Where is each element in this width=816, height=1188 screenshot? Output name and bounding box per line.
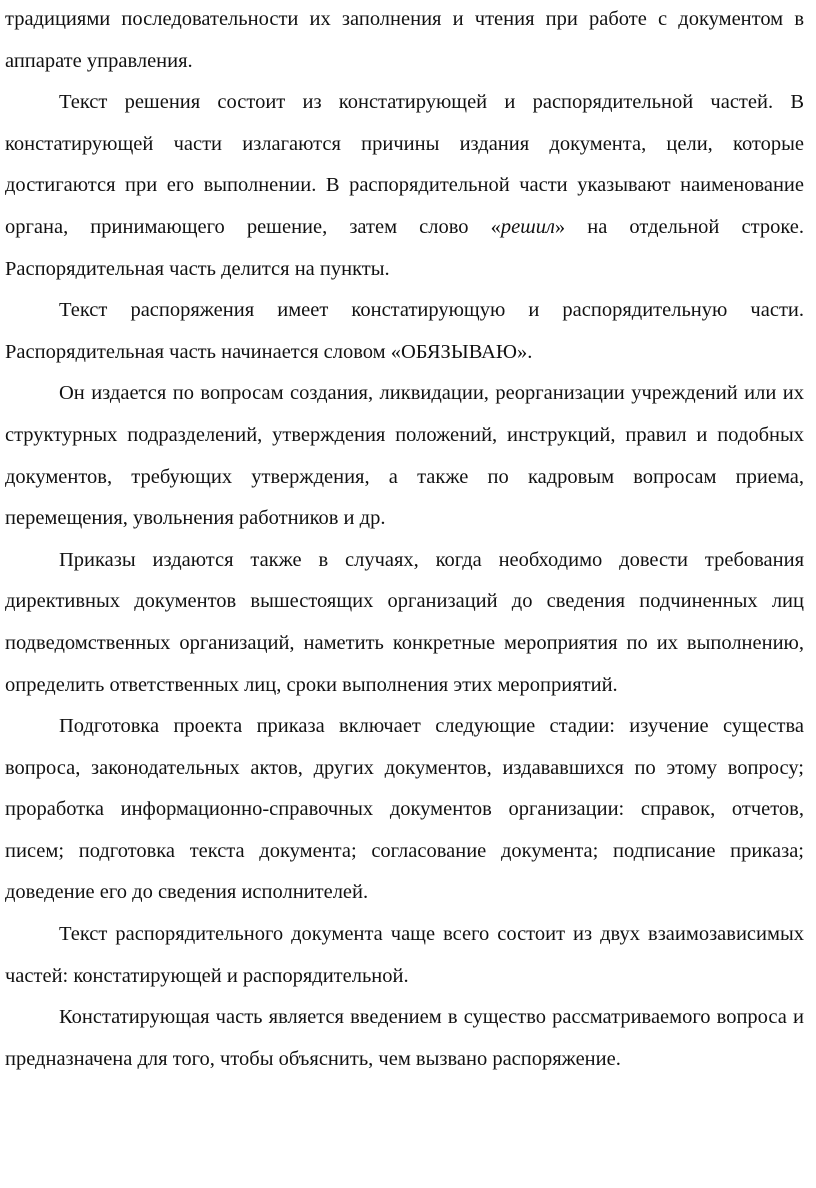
paragraph-text: Текст распорядительного документа чаще всего состоит из двух взаимозависимых частей: констатирующей и распорядительной. [5,923,804,987]
paragraph-text: Приказы издаются также в случаях, когда необходимо довести требования директивных документов вышестоящих организаций до сведения подчиненных лиц подведомственных организаций, наметить конкретные мероприятия по их выполнению, определить ответственных лиц, сроки выполнения этих мероприятий. [5,548,804,696]
paragraph-text: Он издается по вопросам создания, ликвидации, реорганизации учреждений или их структурных подразделений, утверждения положений, инструкций, правил и подобных документов, требующих утверждения, а также по кадровым вопросам приема, перемещения, увольнения работников и др. [5,382,804,530]
paragraph-text: традициями последовательности их заполнения и чтения при работе с документом в аппарате управления. [5,8,804,72]
paragraph-5 [5,540,804,706]
paragraph-8 [5,997,804,1080]
paragraph-text: Констатирующая часть является введением в существо рассматриваемого вопроса и предназначена для того, чтобы объяснить, чем вызвано распоряжение. [5,1006,804,1070]
paragraph-text: Текст распоряжения имеет констатирующую и распорядительную части. Распорядительная часть начинается словом «ОБЯЗЫВАЮ». [5,299,804,363]
paragraph-2 [5,82,804,290]
paragraph-7 [5,914,804,997]
paragraph-text-after: » на отдельной строке. Распорядительная часть делится на пункты. [5,215,804,280]
paragraph-1 [5,0,804,82]
paragraph-4 [5,373,804,539]
paragraph-6 [5,706,804,914]
italic-keyword: решил [500,215,555,238]
paragraph-text: Подготовка проекта приказа включает следующие стадии: изучение существа вопроса, законодательных актов, других документов, издававшихся по этому вопросу; проработка информационно-справочных документов организации: справок, отчетов, писем; подготовка текста документа; согласование документа; подписание приказа; доведение его до сведения исполнителей. [5,715,804,904]
paragraph-3 [5,290,804,373]
paragraph-text: Текст решения состоит из констатирующей и распорядительной частей. В констатирующей части излагаются причины издания документа, цели, которые достигаются при его выполнении. В распорядительной части указывают наименование органа, принимающего решение, затем слово « [5,91,804,238]
